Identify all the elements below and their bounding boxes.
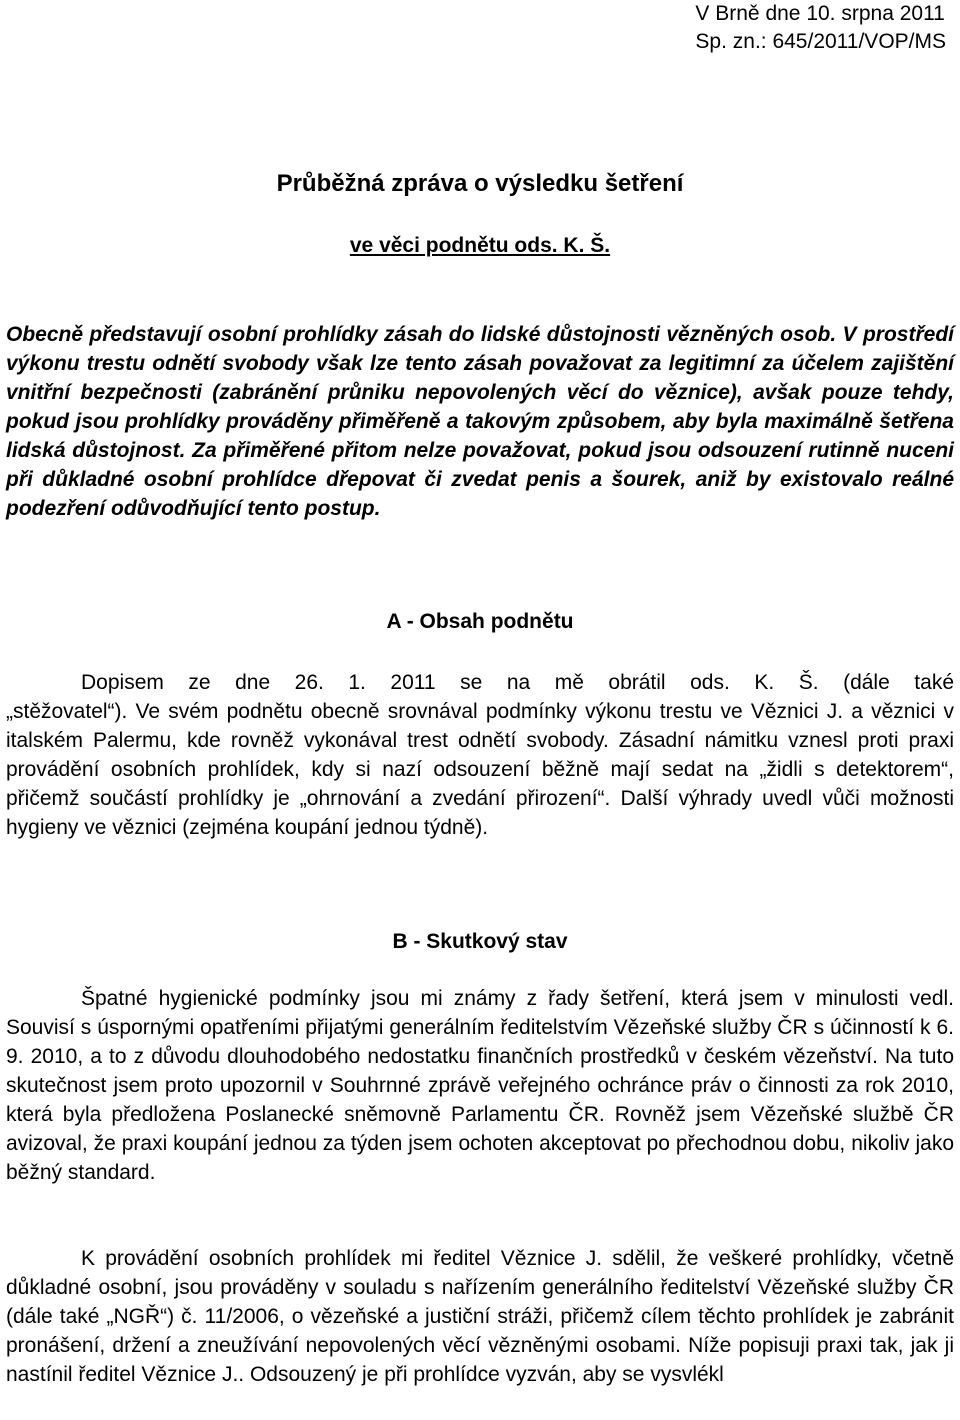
place-date: V Brně dne 10. srpna 2011 bbox=[695, 2, 945, 25]
section-b-heading: B - Skutkový stav bbox=[392, 930, 568, 953]
section-a-first-line: Dopisem ze dne 26. 1. 2011 se na mě obrátil ods. K. Š. (dále také bbox=[81, 671, 954, 694]
section-b-paragraph-1: Špatné hygienické podmínky jsou mi známy z řady šetření, která jsem v minulosti vedl. Souvisí s úspornými opatřeními přijatými generálním ředitelstvím Vězeňské služby ČR s účinností k 6. 9. 2010, a to z důvodu dlouhodobého nedostatku finančních prostředků v českém vězeňství. Na tuto skutečnost jsem proto upozornil v Souhrnné zprávě veřejného ochránce práv o činnosti za rok 2010, která byla předložena Poslanecké sněmovně Parlamentu ČR. Rovněž jsem Vězeňské službě ČR avizoval, že praxi koupání jednou za týden jsem ochoten akceptovat po přechodnou dobu, nikoliv jako běžný standard. bbox=[6, 987, 954, 1184]
section-a-paragraph bbox=[6, 668, 954, 842]
reference-number: Sp. zn.: 645/2011/VOP/MS bbox=[695, 30, 946, 53]
document-header bbox=[695, 0, 946, 56]
document-subtitle: ve věci podnětu ods. K. Š. bbox=[349, 234, 611, 257]
section-b-paragraph-2: K provádění osobních prohlídek mi ředitel Věznice J. sdělil, že veškeré prohlídky, včetně důkladné osobní, jsou prováděny v souladu s nařízením generálního ředitelství Vězeňské služby ČR (dále také „NGŘ“) č. 11/2006, o vězeňské a justiční stráži, přičemž cílem těchto prohlídek je zabránit pronášení, držení a zneužívání nepovolených věcí vězněnými osobami. Níže popisuji praxi tak, jak ji nastínil ředitel Věznice J.. Odsouzený je při prohlídce vyzván, aby se vysvlékl bbox=[6, 1247, 954, 1386]
section-a-heading: A - Obsah podnětu bbox=[386, 610, 574, 633]
document-title: Průběžná zpráva o výsledku šetření bbox=[276, 170, 684, 197]
summary-paragraph: Obecně představují osobní prohlídky zásah do lidské důstojnosti vězněných osob. V prostředí výkonu trestu odnětí svobody však lze tento zásah považovat za legitimní za účelem zajištění vnitřní bezpečnosti (zabránění průniku nepovolených věcí do věznice), avšak pouze tehdy, pokud jsou prohlídky prováděny přiměřeně a takovým způsobem, aby byla maximálně šetřena lidská důstojnost. Za přiměřené přitom nelze považovat, pokud jsou odsouzení rutinně nuceni při důkladné osobní prohlídce dřepovat či zvedat penis a šourek, aniž by existovalo reálné podezření odůvodňující tento postup. bbox=[6, 323, 954, 520]
section-a-body: „stěžovatel“). Ve svém podnětu obecně srovnával podmínky výkonu trestu ve Věznici J. a věznici v italském Palermu, kde rovněž vykonával trest odnětí svobody. Zásadní námitku vznesl proti praxi provádění osobních prohlídek, kdy si nazí odsouzení běžně mají sedat na „židli s detektorem“, přičemž součástí prohlídky je „ohrnování a zvedání přirození“. Další výhrady uvedl vůči možnosti hygieny ve věznici (zejména koupání jednou týdně). bbox=[6, 700, 954, 839]
